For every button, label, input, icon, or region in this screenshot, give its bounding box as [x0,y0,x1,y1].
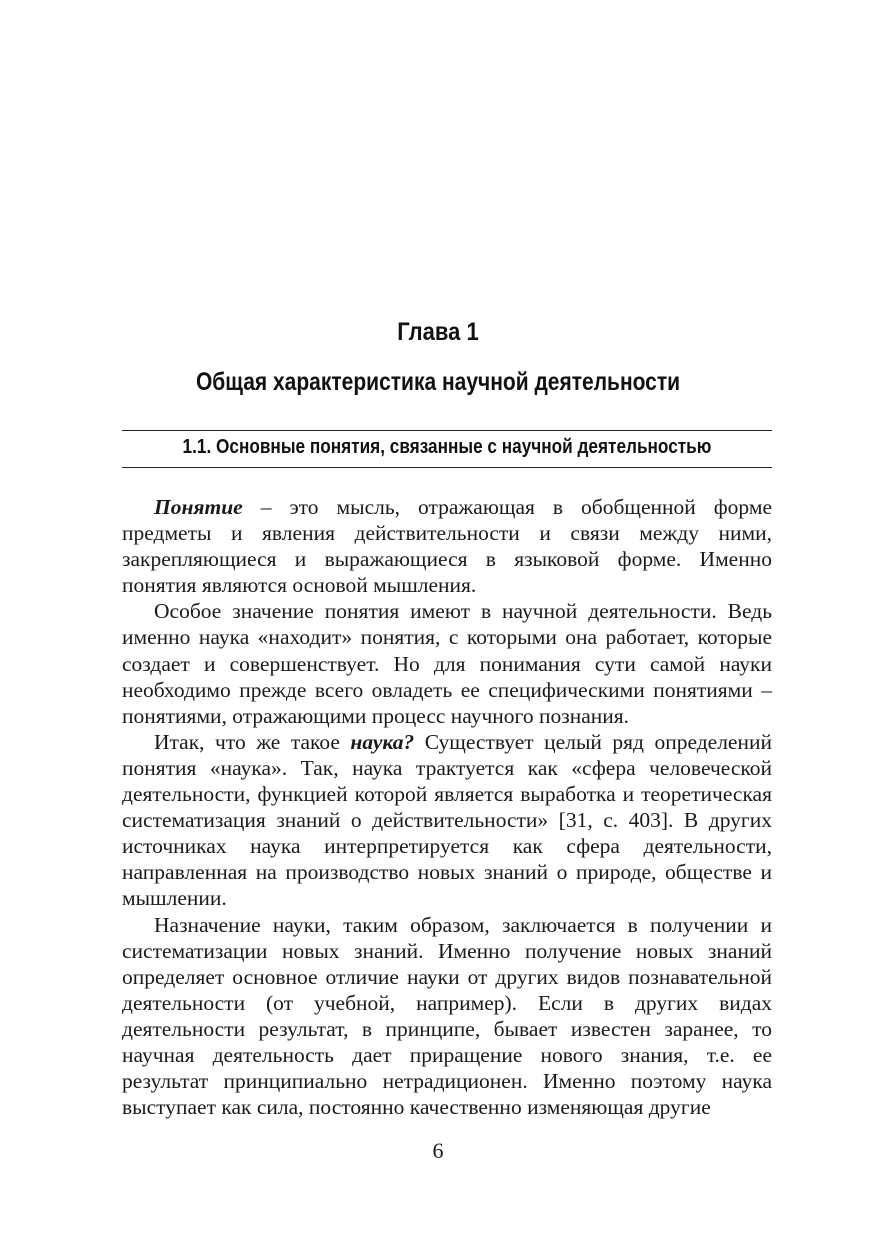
paragraph-3 [122,729,772,912]
paragraph-3-text: Существует целый ряд определений понятия «наука». Так, наука трактуется как «сфера человеческой деятельности, функцией которой является выработка и теоретическая систематизация знаний о действительности» [31, с. 403]. В других источниках наука интерпретируется как сфера деятельности, направленная на производство новых знаний о природе, обществе и мышлении. [122,729,772,911]
term-ponyatie: Понятие [154,495,243,519]
chapter-title: Общая характеристика научной деятельности [195,368,681,396]
paragraph-1-text: – это мысль, отражающая в обобщенной форме предметы и явления действительности и связи между ними, закрепляющиеся и выражающиеся в языковой форме. Именно понятия являются основой мышления. [122,495,772,598]
section-heading: 1.1. Основные понятия, связанные с научной деятельностью [182,436,712,458]
page-number: 6 [432,1138,444,1163]
term-nauka: наука? [350,729,415,754]
section-rule-bottom [122,467,772,468]
paragraph-4: Назначение науки, таким образом, заключается в получении и систематизации новых знаний. Именно получение новых знаний определяет основное отличие науки от других видов познавательной деятельности (от учебной, например). Если в других видах деятельности результат, в принципе, бывает известен заранее, то научная деятельность дает приращение нового знания, т.е. ее результат принципиально нетрадиционен. Именно поэтому наука выступает как сила, постоянно качественно изменяющая другие [122,912,772,1120]
paragraph-2: Особое значение понятия имеют в научной деятельности. Ведь именно наука «находит» понятия, с которыми она работает, которые создает и совершенствует. Но для понимания сути самой науки необходимо прежде всего овладеть ее специфическими понятиями – понятиями, отражающими процесс научного познания. [122,599,772,728]
chapter-label: Глава 1 [397,318,479,346]
paragraph-3-lead: Итак, что же такое [154,729,351,754]
body-text [122,494,772,1120]
paragraph-1 [122,494,772,598]
section-rule-top [122,430,772,431]
